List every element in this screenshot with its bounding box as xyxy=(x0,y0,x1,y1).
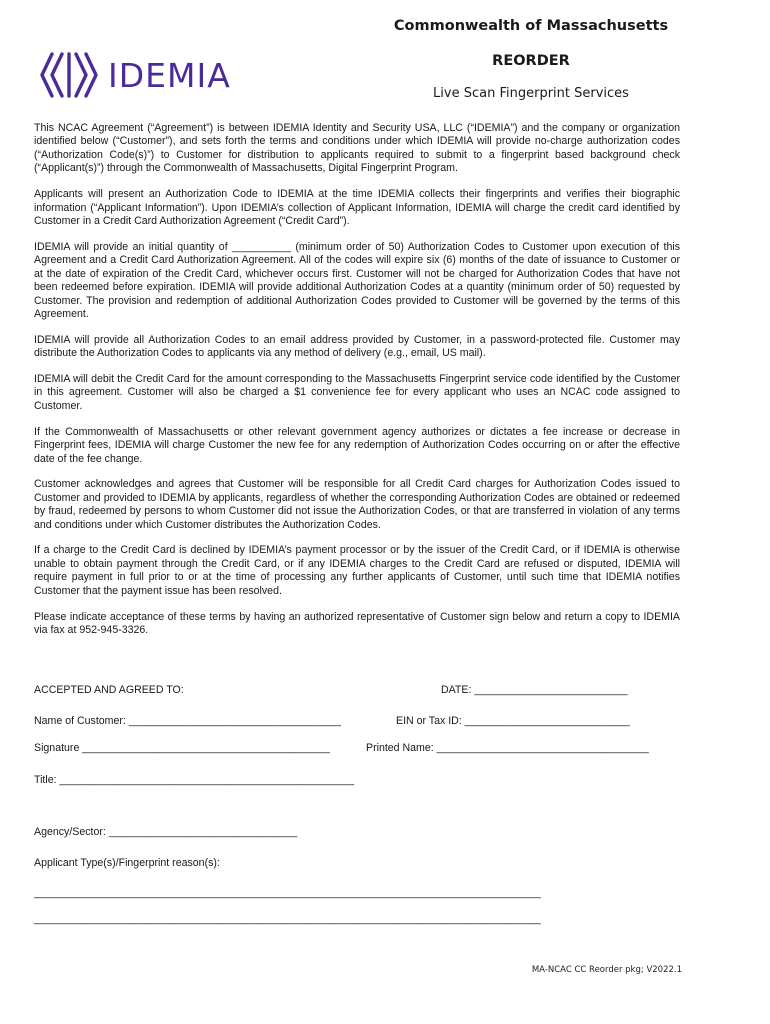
signature-field[interactable]: Signature __________________________________________ xyxy=(34,742,330,754)
date-field[interactable]: DATE: __________________________ xyxy=(441,684,628,696)
customer-name-field[interactable]: Name of Customer: ____________________________________ xyxy=(34,715,341,727)
document-title: Commonwealth of Massachusetts xyxy=(393,18,669,34)
idemia-logo xyxy=(38,50,231,100)
ein-field[interactable]: EIN or Tax ID: ____________________________ xyxy=(396,715,630,727)
paragraph: If a charge to the Credit Card is declined by IDEMIA’s payment processor or by the issuer of the Credit Card, or if IDEMIA is otherwise unable to obtain payment through the Credit Card, or if any IDEMIA charges to the Credit Card are refused or disputed, IDEMIA will require payment in full prior to or at the time of processing any further applicants of Customer, until such time that IDEMIA notifies Customer that the payment issue has been resolved. xyxy=(34,544,680,597)
paragraph: IDEMIA will provide all Authorization Codes to an email address provided by Customer, in a password-protected file. Customer may distribute the Authorization Codes to applicants via any method of delivery (e.g., email, US mail). xyxy=(34,333,680,360)
agreement-body xyxy=(34,122,680,650)
title-field[interactable]: Title: __________________________________________________ xyxy=(34,774,355,786)
paragraph: This NCAC Agreement (“Agreement”) is between IDEMIA Identity and Security USA, LLC (“IDEMIA”) and the company or organization identified below (“Customer”), and sets forth the terms and conditions under which IDEMIA will provide no-charge authorization codes (“Authorization Code(s)”) to Customer for distribution to applicants required to submit to a fingerprint based background check (“Applicant(s)”) through the Commonwealth of Massachusetts, Digital Fingerprint Program. xyxy=(34,122,680,175)
paragraph: IDEMIA will debit the Credit Card for the amount corresponding to the Massachusetts Fingerprint service code identified by the Customer in this agreement. Customer will also be charged a $1 convenience fee for every applicant who uses an NCAC code assigned to Customer. xyxy=(34,372,680,412)
paragraph: Applicants will present an Authorization Code to IDEMIA at the time IDEMIA collects their fingerprints and verifies their biographic information (“Applicant Information”). Upon IDEMIA’s collection of Applicant Information, IDEMIA will charge the credit card identified by Customer in a Credit Card Authorization Agreement (“Credit Card”). xyxy=(34,188,680,228)
version-footer: MA-NCAC CC Reorder pkg; V2022.1 xyxy=(531,965,682,975)
applicant-type-line[interactable]: ______________________________________________________________________________________ xyxy=(34,913,541,925)
idemia-logo-icon xyxy=(38,50,100,100)
logo-text: IDEMIA xyxy=(108,55,231,95)
service-name: Live Scan Fingerprint Services xyxy=(433,86,629,101)
paragraph: Please indicate acceptance of these terms by having an authorized representative of Customer sign below and return a copy to IDEMIA via fax at 952-945-3326. xyxy=(34,610,680,636)
applicant-type-label: Applicant Type(s)/Fingerprint reason(s): xyxy=(34,857,220,869)
paragraph: Customer acknowledges and agrees that Customer will be responsible for all Credit Card charges for Authorization Codes issued to Customer and provided to IDEMIA by applicants, regardless of whether the corresponding Authorization Codes are obtained or redeemed by fraud, redeemed by persons to whom Customer did not issue the Authorization Codes, or that are transferred in violation of any terms and conditions under which Customer distributes the Authorization Codes. xyxy=(34,478,680,531)
printed-name-field[interactable]: Printed Name: ____________________________________ xyxy=(366,742,649,754)
applicant-type-line[interactable]: ______________________________________________________________________________________ xyxy=(34,887,541,899)
paragraph: If the Commonwealth of Massachusetts or other relevant government agency authorizes or dictates a fee increase or decrease in Fingerprint fees, IDEMIA will charge Customer the new fee for any redemption of Authorization Codes occurring on or after the effective date of the fee change. xyxy=(34,425,680,465)
paragraph: IDEMIA will provide an initial quantity of __________ (minimum order of 50) Authorization Codes to Customer upon execution of this Agreement and a Credit Card Authorization Agreement. All of the codes will expire six (6) months of the date of issuance to Customer or at the date of expiration of the Credit Card, whichever occurs first. Customer will not be charged for Authorization Codes that have not been redeemed before expiration. IDEMIA will provide additional Authorization Codes at a quantity (minimum order of 50) requested by Customer. The provision and redemption of additional Authorization Codes provided to Customer will be governed by the terms of this Agreement. xyxy=(34,240,680,321)
agency-sector-field[interactable]: Agency/Sector: ________________________________ xyxy=(34,826,298,838)
document-subtitle: REORDER xyxy=(492,53,570,69)
accepted-label: ACCEPTED AND AGREED TO: xyxy=(34,684,184,696)
